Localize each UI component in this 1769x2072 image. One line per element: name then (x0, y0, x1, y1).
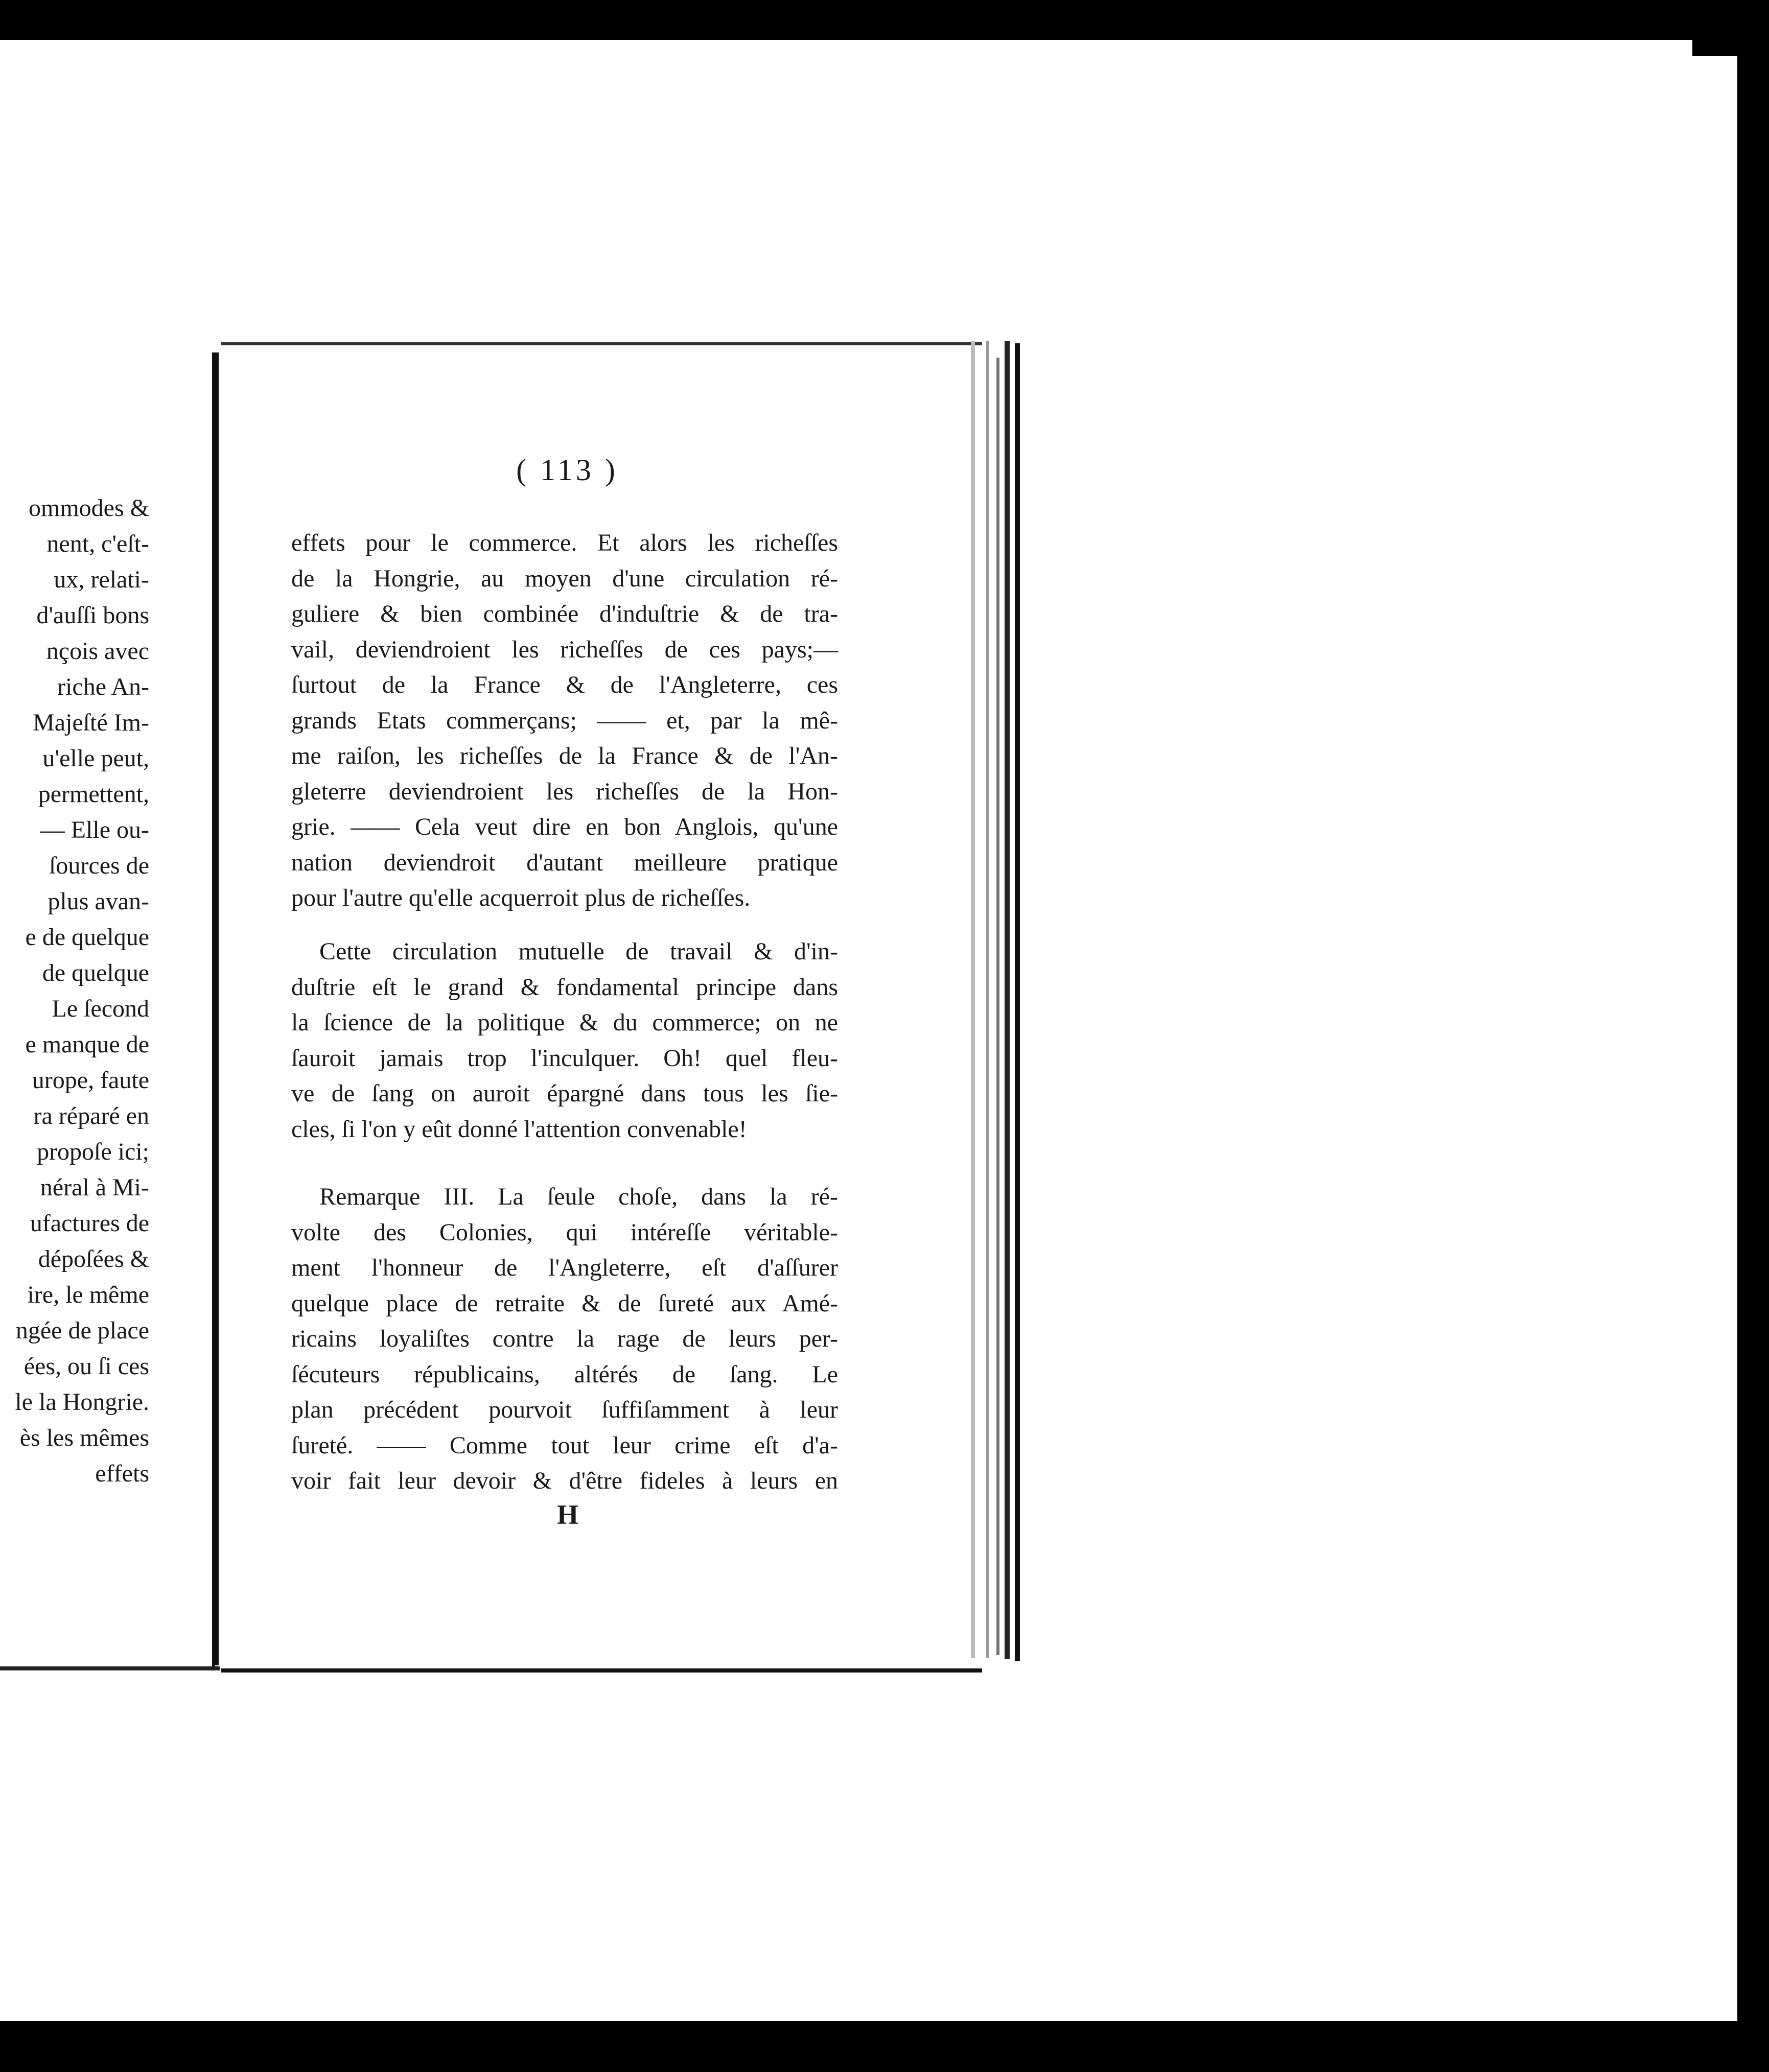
left-page-line: ufactures de (30, 1210, 149, 1237)
page-stack-edge (971, 341, 975, 1658)
page-stack-edge (986, 341, 989, 1658)
text-line: me raiſon, les richeſſes de la France & de l'An- (291, 742, 838, 769)
left-page-text-column (0, 490, 149, 1492)
signature-mark: H (557, 1499, 579, 1530)
text-line: grie. —— Cela veut dire en bon Anglois, qu'une (291, 813, 838, 840)
text-line: nation deviendroit d'autant meilleure pratique (291, 849, 838, 876)
scan-frame-top (0, 0, 1769, 40)
left-page-line: plus avan- (48, 888, 149, 915)
left-page-line: Majeſté Im- (33, 709, 149, 736)
text-line: ſauroit jamais trop l'inculquer. Oh! quel fleu- (291, 1044, 838, 1072)
left-page-line: urope, faute (32, 1067, 149, 1094)
page-stack-edge (1015, 343, 1020, 1661)
left-page-line: ées, ou ſi ces (24, 1353, 149, 1380)
text-line: ſécuteurs républicains, altérés de ſang. Le (291, 1360, 838, 1388)
left-page-line: d'auſſi bons (36, 602, 149, 629)
left-page-bottom-edge (0, 1666, 220, 1670)
page-number: ( 113 ) (516, 453, 618, 487)
text-line: ricains loyaliſtes contre la rage de leurs per- (291, 1325, 838, 1352)
scan-frame-bottom (0, 2021, 1769, 2072)
left-page-line: de quelque (42, 959, 149, 986)
text-line: gleterre deviendroient les richeſſes de la Hon- (291, 778, 838, 805)
left-page-line: néral à Mi- (40, 1174, 149, 1201)
page-stack-edge (1005, 341, 1010, 1659)
left-page-line: riche An- (57, 673, 149, 700)
text-line: la ſcience de la politique & du commerce; on ne (291, 1009, 838, 1036)
left-page-line: ra réparé en (33, 1102, 149, 1129)
text-line: Cette circulation mutuelle de travail & d'in- (319, 938, 838, 965)
text-line: guliere & bien combinée d'induſtrie & de tra- (291, 600, 838, 627)
left-page-line: effets (95, 1460, 149, 1487)
left-page-line: ès les mêmes (19, 1424, 149, 1451)
text-line: effets pour le commerce. Et alors les richeſſes (291, 529, 838, 556)
left-page-line: e manque de (25, 1031, 149, 1058)
text-line: pour l'autre qu'elle acquerroit plus de richeſſes. (291, 884, 751, 911)
scan-frame-right (1737, 0, 1769, 2072)
book-gutter (214, 352, 219, 1665)
page-stack-edge (996, 358, 999, 1655)
text-line: ve de ſang on auroit épargné dans tous les ſie- (291, 1080, 838, 1107)
text-line: de la Hongrie, au moyen d'une circulation ré- (291, 564, 838, 592)
text-line: plan précédent pourvoit ſuffiſamment à leur (291, 1396, 838, 1423)
text-line: duſtrie eſt le grand & fondamental principe dans (291, 973, 838, 1001)
left-page-line: nent, c'eſt- (46, 530, 149, 557)
text-line: ment l'honneur de l'Angleterre, eſt d'aſſurer (291, 1254, 838, 1281)
left-page-line: propoſe ici; (37, 1138, 149, 1165)
left-page-line: Le ſecond (52, 995, 149, 1022)
text-line: quelque place de retraite & de ſureté aux Amé- (291, 1289, 838, 1317)
text-line: ſurtout de la France & de l'Angleterre, ces (291, 671, 838, 698)
text-line: cles, ſi l'on y eût donné l'attention convenable! (291, 1115, 747, 1143)
left-page-line: ommodes & (29, 495, 149, 522)
left-page-line: ngée de place (15, 1317, 149, 1344)
text-line: grands Etats commerçans; —— et, par la mê- (291, 707, 838, 734)
text-line: ſureté. —— Comme tout leur crime eſt d'a- (291, 1431, 838, 1459)
left-page-line: u'elle peut, (42, 745, 149, 772)
left-page-line: le la Hongrie. (15, 1388, 149, 1416)
left-page-line: nçois avec (46, 638, 149, 665)
left-page-line: e de quelque (25, 924, 149, 951)
left-page-line: ire, le même (27, 1281, 149, 1308)
text-line: Remarque III. La ſeule choſe, dans la ré- (319, 1183, 838, 1210)
left-page-line: — Elle ou- (40, 816, 149, 843)
left-page-line: ux, relati- (54, 566, 149, 593)
text-line: voir fait leur devoir & d'être fideles à leurs en (291, 1467, 838, 1494)
text-line: vail, deviendroient les richeſſes de ces pays;— (291, 635, 838, 663)
left-page-line: permettent, (38, 781, 149, 808)
left-page-line: dépoſées & (38, 1245, 149, 1273)
left-page-line: ſources de (49, 852, 149, 879)
text-line: volte des Colonies, qui intéreſſe véritable- (291, 1218, 838, 1246)
